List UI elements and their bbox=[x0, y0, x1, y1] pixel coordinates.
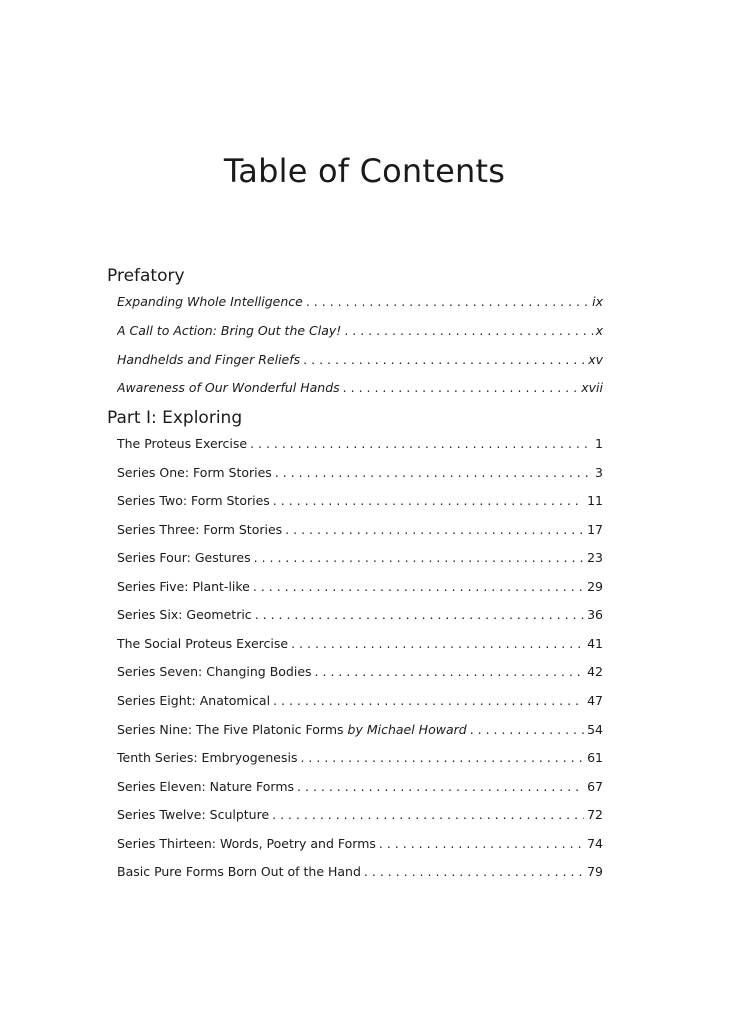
toc-entry-title-group bbox=[117, 722, 470, 737]
toc-entry-page: x bbox=[595, 323, 603, 338]
leader-dots bbox=[253, 579, 584, 594]
toc-entry-title: Tenth Series: Embryogenesis bbox=[117, 750, 298, 765]
toc-entry-page: ix bbox=[592, 294, 603, 309]
leader-dots bbox=[291, 636, 584, 651]
toc-entry-title: Series Six: Geometric bbox=[117, 607, 252, 622]
toc-entry-title: Series Eleven: Nature Forms bbox=[117, 779, 295, 794]
toc-entry-title: Series One: Form Stories bbox=[117, 465, 272, 480]
toc-entry[interactable] bbox=[117, 465, 603, 480]
toc-entry-title: Series Five: Plant-like bbox=[117, 579, 250, 594]
leader-dots bbox=[470, 722, 584, 737]
leader-dots bbox=[300, 750, 584, 765]
toc-entry-title: Basic Pure Forms Born Out of the Hand bbox=[117, 864, 361, 879]
toc-entry[interactable] bbox=[117, 779, 603, 794]
toc-entry-title: Series Two: Form Stories bbox=[117, 493, 270, 508]
toc-entry[interactable] bbox=[117, 807, 603, 822]
toc-entry-title: Series Three: Form Stories bbox=[117, 522, 283, 537]
leader-dots bbox=[297, 779, 584, 794]
toc-entry[interactable] bbox=[117, 294, 603, 309]
toc-entry-page: 11 bbox=[587, 493, 603, 508]
toc-entry-title: Awareness of Our Wonderful Hands bbox=[117, 380, 340, 395]
section-heading-part-i: Part I: Exploring bbox=[107, 408, 243, 428]
toc-entry[interactable] bbox=[117, 579, 603, 594]
toc-entry-page: 41 bbox=[587, 636, 603, 651]
toc-entry-page: 42 bbox=[587, 664, 603, 679]
toc-entry[interactable] bbox=[117, 352, 603, 367]
leader-dots bbox=[306, 294, 589, 309]
toc-entry-page: 79 bbox=[587, 864, 603, 879]
leader-dots bbox=[343, 380, 579, 395]
toc-entry[interactable] bbox=[117, 607, 603, 622]
toc-entry-page: xv bbox=[588, 352, 603, 367]
toc-entry-page: 29 bbox=[587, 579, 603, 594]
toc-entry-page: 1 bbox=[595, 436, 603, 451]
toc-entry-title: The Social Proteus Exercise bbox=[117, 636, 289, 651]
leader-dots bbox=[254, 550, 584, 565]
leader-dots bbox=[379, 836, 584, 851]
toc-entry-page: 72 bbox=[587, 807, 603, 822]
leader-dots bbox=[272, 807, 584, 822]
toc-entry[interactable] bbox=[117, 323, 603, 338]
toc-entry-page: 67 bbox=[587, 779, 603, 794]
leader-dots bbox=[303, 352, 585, 367]
toc-entry[interactable] bbox=[117, 693, 603, 708]
leader-dots bbox=[364, 864, 584, 879]
toc-entry-title: Series Twelve: Sculpture bbox=[117, 807, 270, 822]
toc-entry[interactable] bbox=[117, 836, 603, 851]
toc-entry-title: Expanding Whole Intelligence bbox=[117, 294, 303, 309]
toc-entry[interactable] bbox=[117, 722, 603, 737]
leader-dots bbox=[255, 607, 584, 622]
leader-dots bbox=[275, 465, 592, 480]
toc-entry[interactable] bbox=[117, 522, 603, 537]
toc-entry-page: 54 bbox=[587, 722, 603, 737]
leader-dots bbox=[250, 436, 592, 451]
toc-entry-page: 74 bbox=[587, 836, 603, 851]
toc-entry[interactable] bbox=[117, 864, 603, 879]
toc-entry-page: 23 bbox=[587, 550, 603, 565]
toc-entry-page: 36 bbox=[587, 607, 603, 622]
page-title: Table of Contents bbox=[223, 152, 506, 190]
toc-entry-title: Series Nine: The Five Platonic Forms bbox=[117, 722, 344, 737]
toc-entry-page: 3 bbox=[595, 465, 603, 480]
toc-entry-title: A Call to Action: Bring Out the Clay! bbox=[117, 323, 342, 338]
toc-entry[interactable] bbox=[117, 750, 603, 765]
toc-entry-title: Series Eight: Anatomical bbox=[117, 693, 271, 708]
leader-dots bbox=[273, 693, 584, 708]
toc-entry[interactable] bbox=[117, 380, 603, 395]
toc-entry[interactable] bbox=[117, 664, 603, 679]
leader-dots bbox=[285, 522, 584, 537]
toc-entry-title: Handhelds and Finger Reliefs bbox=[117, 352, 301, 367]
section-heading-prefatory: Prefatory bbox=[107, 266, 185, 286]
toc-entry-title: The Proteus Exercise bbox=[117, 436, 248, 451]
toc-entry[interactable] bbox=[117, 436, 603, 451]
toc-entry[interactable] bbox=[117, 636, 603, 651]
toc-entry-title: Series Thirteen: Words, Poetry and Forms bbox=[117, 836, 376, 851]
toc-entry-title: Series Seven: Changing Bodies bbox=[117, 664, 312, 679]
toc-entry-page: 47 bbox=[587, 693, 603, 708]
leader-dots bbox=[344, 323, 592, 338]
toc-entry-page: xvii bbox=[581, 380, 603, 395]
toc-entry[interactable] bbox=[117, 550, 603, 565]
leader-dots bbox=[315, 664, 585, 679]
toc-entry-author: by Michael Howard bbox=[347, 722, 467, 737]
toc-entry-page: 61 bbox=[587, 750, 603, 765]
leader-dots bbox=[273, 493, 584, 508]
toc-entry-page: 17 bbox=[587, 522, 603, 537]
toc-entry-title: Series Four: Gestures bbox=[117, 550, 251, 565]
toc-entry[interactable] bbox=[117, 493, 603, 508]
